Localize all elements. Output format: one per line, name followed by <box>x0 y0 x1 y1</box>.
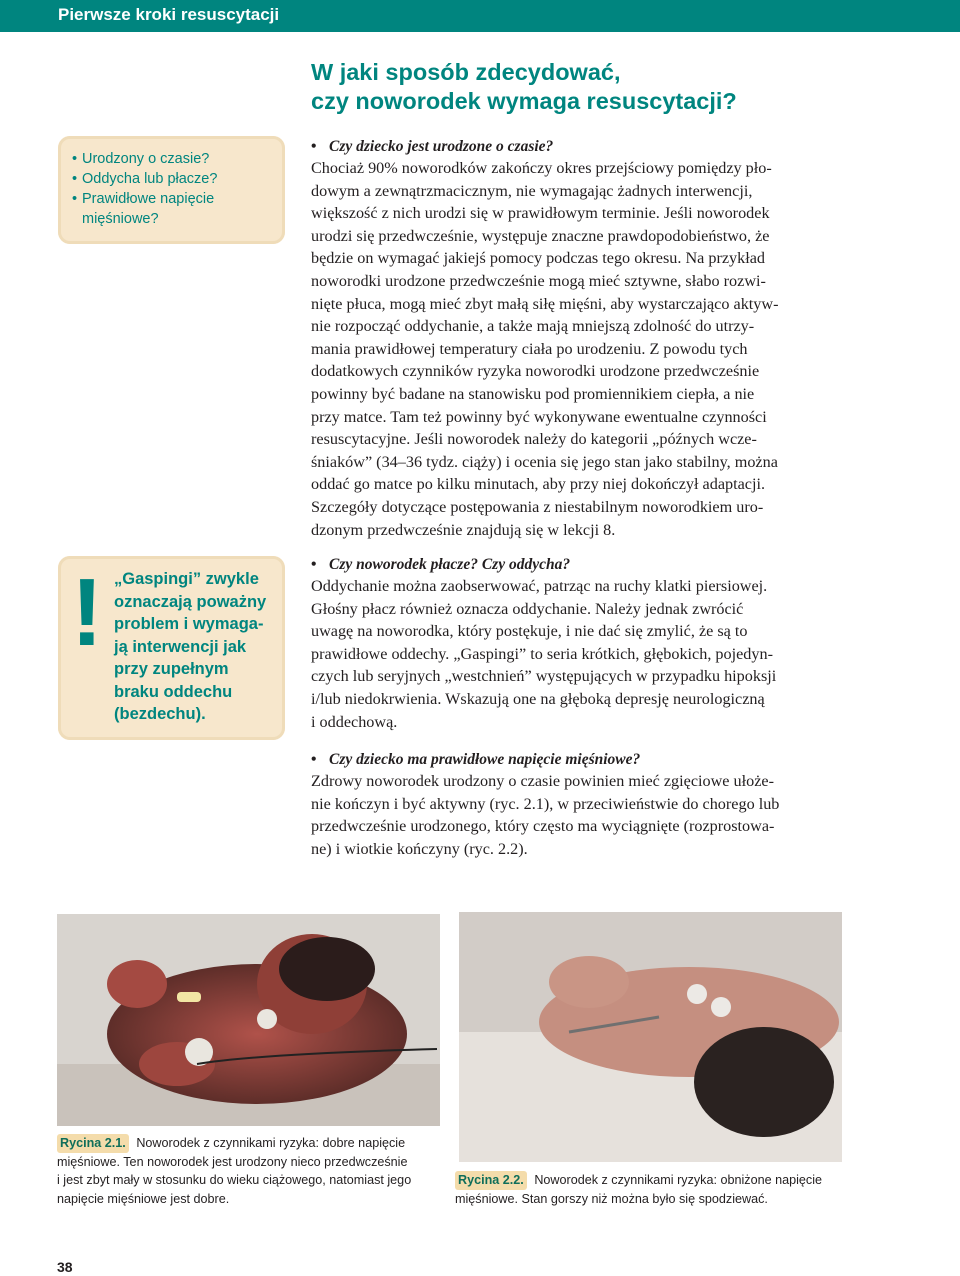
warning-line: oznaczają poważny <box>114 592 267 611</box>
warning-line: ją interwencji jak <box>114 637 247 656</box>
section-body <box>311 770 936 860</box>
warning-box <box>58 556 285 740</box>
body-line: Chociaż 90% noworodków zakończy okres przejściowy pomiędzy pło- <box>311 159 772 177</box>
checklist-item: • Oddycha lub płacze? <box>72 169 285 189</box>
caption-first-line <box>455 1171 855 1190</box>
caption-line: mięśniowe. Ten noworodek jest urodzony nieco przedwcześnie <box>57 1154 408 1169</box>
checklist-item-text: mięśniowe? <box>82 211 159 227</box>
section-term-birth <box>311 137 936 541</box>
section-muscle-tone <box>311 750 936 860</box>
checklist <box>58 136 285 229</box>
body-line: mania prawidłowej temperatury ciała po urodzeniu. Z powodu tych <box>311 339 748 358</box>
body-line: dowym a zewnątrzmacicznym, nie wymagając żadnych interwencji, <box>311 181 753 200</box>
body-line: oddać go matce po kilku minutach, aby przy niej dokończył adaptacji. <box>311 475 766 494</box>
body-line: będzie on wymagać jakiejś pomocy podczas tego okresu. Na przykład <box>311 249 765 268</box>
body-line: czych lub seryjnych „westchnień” występujących w przypadku hipoksji <box>311 667 777 686</box>
body-line: nie rozpocząć oddychanie, a także mają mniejszą zdolność do utrzy- <box>311 317 755 336</box>
newborn-good-tone-photo <box>57 914 440 1126</box>
figure-2-1-caption <box>57 1134 447 1208</box>
body-line: przedwcześnie urodzonego, który często ma wyciągnięte (rozprostowa- <box>311 817 775 836</box>
warning-line: przy zupełnym <box>114 660 229 678</box>
body-line: urodzi się przedwcześnie, występuje znaczne prawdopodobieństwo, że <box>311 226 770 245</box>
header-bar <box>0 0 960 32</box>
caption-text: Noworodek z czynnikami ryzyka: obniżone napięcie <box>534 1173 823 1187</box>
body-line: śniaków” (34–36 tydz. ciąży) i ocenia się jego stan jako stabilny, można <box>311 452 778 471</box>
running-header-title: Pierwsze kroki resuscytacji <box>58 5 280 24</box>
page-title-line: W jaki sposób zdecydować, <box>311 59 621 85</box>
section-body <box>311 157 936 541</box>
section-body <box>311 575 936 733</box>
figure-2-2-caption <box>455 1171 855 1208</box>
page-title-line: czy noworodek wymaga resuscytacji? <box>311 88 737 114</box>
checklist-item-text: Prawidłowe napięcie <box>82 191 215 207</box>
caption-line: napięcie mięśniowe jest dobre. <box>57 1191 230 1206</box>
page-number: 38 <box>57 1259 73 1275</box>
warning-line: braku oddechu <box>114 682 233 701</box>
body-line: uwagę na noworodka, który postękuje, i nie dać się zmylić, że są to <box>311 622 748 641</box>
caption-line: mięśniowe. Stan gorszy niż można było się spodziewać. <box>455 1191 768 1206</box>
section-title: • Czy dziecko jest urodzone o czasie? <box>311 137 936 157</box>
section-title: • Czy noworodek płacze? Czy oddycha? <box>311 555 936 575</box>
body-line: i oddechową. <box>311 712 398 731</box>
warning-line: problem i wymaga- <box>114 615 264 633</box>
body-line: Szczegóły dotyczące postępowania z niestabilnym noworodkiem uro- <box>311 497 764 516</box>
body-line: i/lub niedokrwienia. Wskazują one na głęboką depresję neurologiczną <box>311 689 765 708</box>
body-line: przy matce. Tam też powinny być wykonywane ewentualne czynności <box>311 407 767 426</box>
warning-text <box>114 568 282 726</box>
figure-2-1-photo <box>57 914 440 1126</box>
section-breathing <box>311 555 936 733</box>
checklist-item <box>72 189 285 229</box>
body-line: noworodki urodzone przedwcześnie mogą mieć sztywne, słabo rozwi- <box>311 271 766 290</box>
body-line: prawidłowe oddechy. „Gaspingi” to seria krótkich, głębokich, pojedyn- <box>311 644 773 663</box>
figure-2-2-photo <box>459 912 842 1162</box>
figure-label: Rycina 2.1. <box>57 1134 129 1153</box>
caption-text: Noworodek z czynnikami ryzyka: dobre napięcie <box>136 1136 406 1150</box>
caption-line: i jest zbyt mały w stosunku do wieku ciążowego, natomiast jego <box>57 1173 412 1187</box>
caption-first-line <box>57 1134 447 1153</box>
figure-label: Rycina 2.2. <box>455 1171 527 1190</box>
checklist-box <box>58 136 285 244</box>
body-line: dzonym przedwcześnie znajdują się w lekcji 8. <box>311 520 616 539</box>
checklist-item: • Urodzony o czasie? <box>72 149 285 169</box>
body-line: resuscytacyjne. Jeśli noworodek należy do kategorii „późnych wcze- <box>311 430 757 449</box>
body-line: nie kończyn i być aktywny (ryc. 2.1), w przeciwieństwie do chorego lub <box>311 794 780 813</box>
body-line: powinny być badane na stanowisku pod promiennikiem ciepła, a nie <box>311 384 755 403</box>
page-title <box>311 58 931 116</box>
warning-line: (bezdechu). <box>114 705 206 723</box>
body-line: dodatkowych czynników ryzyka noworodki urodzone przedwcześnie <box>311 362 760 381</box>
body-line: nięte płuca, mogą mieć zbyt małą siłę mięśni, aby wystarczająco aktyw- <box>311 294 779 313</box>
section-title: • Czy dziecko ma prawidłowe napięcie mięśniowe? <box>311 750 936 770</box>
body-line: Głośny płacz również oznacza oddychanie. Należy jednak zwrócić <box>311 599 744 618</box>
newborn-low-tone-photo <box>459 912 842 1162</box>
body-line: ne) i wiotkie kończyny (ryc. 2.2). <box>311 839 528 858</box>
warning-line: „Gaspingi” zwykle <box>114 570 259 588</box>
exclamation-icon: ! <box>71 559 103 666</box>
body-line: Oddychanie można zaobserwować, patrząc na ruchy klatki piersiowej. <box>311 577 768 595</box>
body-line: większość z nich urodzi się w prawidłowym terminie. Jeśli noworodek <box>311 204 770 223</box>
body-line: Zdrowy noworodek urodzony o czasie powinien mieć zgięciowe ułoże- <box>311 772 774 790</box>
